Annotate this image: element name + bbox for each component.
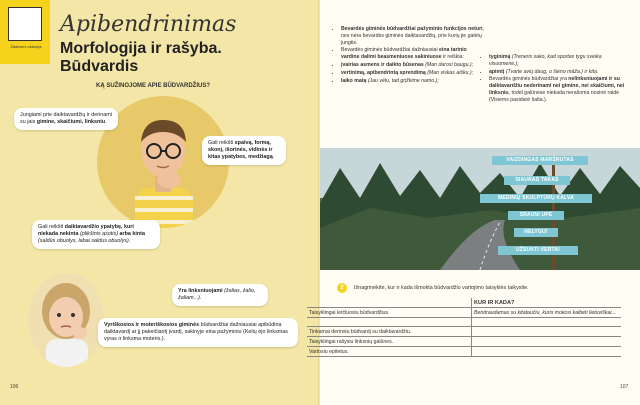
bubble5-bold: Vyriškosios ir moteriškosios giminės [104, 322, 200, 328]
table-header: KUR IR KADA? [472, 298, 622, 308]
table-row [307, 347, 621, 357]
table-row [307, 337, 621, 347]
bubble2-text: Gali reikšti [208, 140, 235, 146]
rule-bold: apimtį [489, 68, 505, 75]
fact-bubble-agreement [14, 108, 118, 130]
subtitle-line-1: Morfologija ir rašyba. [60, 40, 222, 57]
girl-photo [28, 273, 104, 367]
answer-cell[interactable]: Bendraudamas su kitataučiu, kuris mokosi kalbėti lietuviškai... [472, 308, 622, 318]
bubble3-bold: daiktavardžio ypatybę, kuri niekada nekinta [38, 224, 134, 237]
bubble1-end: . [105, 119, 107, 125]
rules-list-2 [482, 54, 630, 104]
rule-item [341, 62, 484, 69]
sign-4: SRAUNI UPĖ [508, 211, 564, 220]
rule-bold: eina tarinio vardine dalimi beasmeniuose sakiniuose [341, 47, 467, 61]
rule-text: , nes nėra bevardės giminės daiktavardžių, prie kurių jie galėtų jungtis. [341, 26, 484, 46]
rules-column-2 [482, 54, 630, 105]
sign-6: UŽSUKTI VERTA! [498, 246, 578, 255]
rules-table [307, 298, 621, 357]
rules-list-1 [334, 26, 484, 84]
rule-text: Bevardės giminės būdvardžiai yra [489, 76, 569, 83]
page-number-right: 107 [620, 384, 629, 390]
fact-bubble-declension [172, 284, 268, 306]
rule-item [341, 47, 484, 61]
qr-caption: Žaidimai ir užduotys [10, 45, 42, 49]
bubble4-example: (žalias, žalio, žaliam...). [178, 288, 256, 301]
rule-cell [307, 318, 472, 327]
rule-item [341, 78, 484, 85]
bubble2-bold: spalvą, formą, skonį, išorinės, vidinės ir kitas ypatybes, medžiagą [208, 140, 273, 160]
girl-illustration [28, 273, 104, 367]
table-header-row [307, 298, 621, 308]
rule-cell: Taisyklingai kirčiuosiu būdvardžius. [307, 308, 472, 318]
bubble1-text: Jungiami prie daiktavardžių ir derinami su jais [20, 112, 112, 125]
bubble3-bold-2: arba kinta [119, 231, 145, 237]
rule-text: , todėl galūnėse niekada nerašoma nosinė raidė (Visiems pasidarė šalta.). [489, 89, 620, 103]
rule-item [341, 70, 484, 77]
page-number-left: 106 [10, 384, 19, 390]
rule-bold: tyginimą [489, 54, 511, 60]
rule-item [489, 54, 630, 68]
rule-bold: įvairias asmens ir daikto būsenas [341, 61, 424, 68]
rule-item [489, 69, 630, 76]
bubble3-example: (plikšinis ąsotis) [78, 231, 120, 237]
qr-panel [0, 0, 50, 64]
qr-code-icon[interactable] [8, 7, 42, 41]
rule-cell: Vartosiu epitetus. [307, 347, 472, 357]
bubble1-bold: gimine, skaičiumi, linksniu [36, 119, 106, 125]
rule-example: (Man darosi baugu.); [423, 61, 474, 68]
rule-bold: laiko matą [341, 77, 367, 84]
table-header-empty [307, 298, 472, 308]
forest-road-illustration [320, 148, 640, 270]
rule-bold: vertinimą, apibendrintą sprendimą [341, 69, 426, 76]
rule-example: (Treneris sako, kad sportas tygu sveika visuomenė.); [489, 54, 602, 67]
rules-column-1 [334, 26, 484, 85]
table-row [307, 327, 621, 337]
rule-cell: Taisyklingai rašysiu linksnių galūnes. [307, 337, 472, 347]
table-row [307, 308, 621, 318]
page-title: Apibendrinimas [60, 12, 237, 37]
page-subtitle [60, 40, 270, 76]
answer-cell[interactable] [472, 337, 622, 347]
answer-cell[interactable] [472, 347, 622, 357]
bubble5-text: būdvardžiai dažniausiai apibūdina daiktavardį ar jį pakeičiantį įvardį, sakinyje eina pažyminiu (Kelių ėjo linksmas vyras ir linksma moteris.). [104, 322, 288, 342]
sign-5: NELYGU! [514, 228, 558, 237]
rule-example: (Man viskas aišku.); [425, 69, 474, 76]
rule-text: Bevardės giminės būdvardžiai dažniausiai [341, 47, 440, 54]
question-heading: KĄ SUŽINOJOME APIE BŪDVARDŽIUS? [96, 83, 211, 89]
sign-1: VAIZDINGAS MARŠRUTAS [492, 156, 588, 165]
fact-bubble-property [32, 220, 160, 249]
bubble3-end: (saldūs obuolys, labai saldus obuolys). [38, 238, 131, 244]
bubble3-text: Gali reikšti [38, 224, 65, 230]
rule-item [341, 26, 484, 46]
rule-cell: Tinkamai derinsiu būdvardį su daiktavardžiu. [307, 327, 472, 337]
task-number-badge: 2 [337, 283, 347, 293]
sign-2: SIAURAS TAKAS [504, 176, 570, 185]
rule-item [489, 76, 630, 103]
rule-bold: nelinksniuojami ir su daiktavardžiu nederinami nei gimine, nei skaičiumi, nei linksniu [489, 76, 625, 96]
table-row [307, 318, 621, 327]
bubble2-end: . [272, 154, 275, 160]
rule-text: ir reiškia: [441, 54, 464, 61]
forest-road-photo [320, 148, 640, 270]
task-instruction: Išnagrinėkite, kur ir kada išmokta būdvardžio vartojimo taisyklės taikysite. [354, 285, 529, 291]
rule-example: (Jau vėlu, tad grįžkime namo.); [366, 77, 439, 84]
bubble4-bold: Yra linksniuojami [178, 288, 223, 294]
fact-bubble-meaning [202, 136, 286, 165]
answer-cell[interactable] [472, 318, 622, 327]
sign-3: MEDINIŲ SKULPTŪRŲ KALVA [480, 194, 592, 203]
answer-cell[interactable] [472, 327, 622, 337]
fact-bubble-gender [98, 318, 298, 347]
rule-bold: Bevardės giminės būdvardžiai pažyminio funkcijos neturi [341, 26, 483, 32]
subtitle-line-2: Būdvardis [60, 58, 139, 75]
rule-example: (Tvarte avių daug, o šieno māža.) ir kita. [504, 68, 599, 75]
